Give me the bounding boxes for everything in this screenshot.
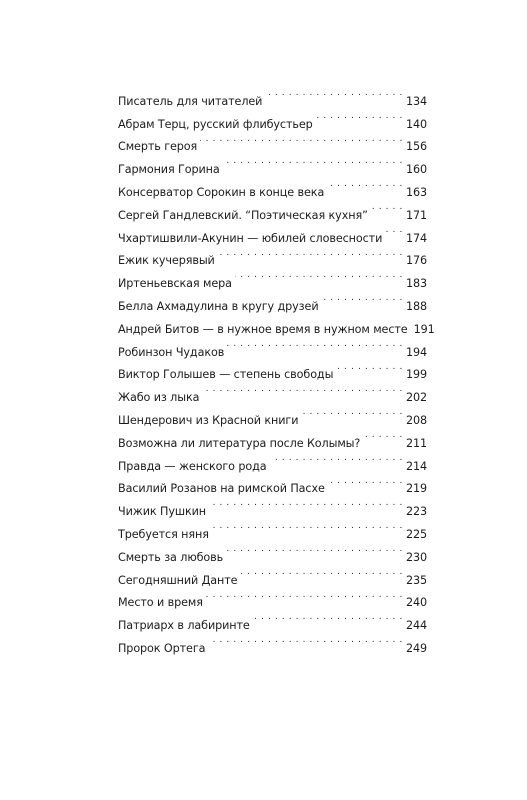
toc-dot-leader xyxy=(363,424,403,447)
toc-entry-title: Место и время xyxy=(118,596,203,610)
toc-page-number: 202 xyxy=(405,391,427,405)
toc-page-number: 156 xyxy=(405,140,427,154)
toc-entry-title: Иртеньевская мера xyxy=(118,277,232,291)
toc-entry-title: Сергей Гандлевский. “Поэтическая кухня” xyxy=(118,208,368,222)
toc-page-number: 140 xyxy=(405,117,427,131)
toc-page-number: 211 xyxy=(405,436,427,450)
toc-dot-leader xyxy=(202,378,403,401)
toc-entry-title: Возможна ли литература после Колымы? xyxy=(118,436,361,450)
toc-page-number: 191 xyxy=(413,322,435,336)
toc-dot-leader xyxy=(270,447,403,470)
toc-dot-leader xyxy=(327,173,403,196)
toc-dot-leader xyxy=(227,333,403,356)
toc-dot-leader xyxy=(200,128,403,151)
toc-dot-leader xyxy=(253,606,403,629)
toc-entry-title: Жабо из лыка xyxy=(118,391,200,405)
toc-entry-title: Писатель для читателей xyxy=(118,94,263,108)
table-of-contents xyxy=(118,82,435,655)
toc-entry-title: Виктор Голышев — степень свободы xyxy=(118,368,334,382)
toc-dot-leader xyxy=(265,82,403,105)
toc-page-number: 223 xyxy=(405,505,427,519)
toc-dot-leader xyxy=(226,538,403,561)
toc-page-number: 183 xyxy=(405,277,427,291)
toc-entry-title: Патриарх в лабиринте xyxy=(118,619,250,633)
toc-page-number: 194 xyxy=(405,345,427,359)
toc-page-number: 134 xyxy=(405,94,427,108)
toc-dot-leader xyxy=(212,515,403,538)
toc-dot-leader xyxy=(223,150,403,173)
toc-dot-leader xyxy=(209,492,403,515)
toc-dot-leader xyxy=(235,264,403,287)
toc-dot-leader xyxy=(328,470,403,493)
toc-page-number: 225 xyxy=(405,527,427,541)
toc-page-number: 176 xyxy=(405,254,427,268)
toc-dot-leader xyxy=(336,356,403,379)
toc-entry-title: Чижик Пушкин xyxy=(118,505,207,519)
toc-page-number: 199 xyxy=(405,368,427,382)
toc-page-number: 160 xyxy=(405,163,427,177)
toc-page-number: 214 xyxy=(405,459,427,473)
toc-entry-title: Ежик кучерявый xyxy=(118,254,215,268)
toc-page-number: 244 xyxy=(405,619,427,633)
toc-dot-leader xyxy=(385,219,403,242)
toc-entry-title: Белла Ахмадулина в кругу друзей xyxy=(118,299,319,313)
toc-dot-leader xyxy=(322,287,403,310)
toc-page-number: 208 xyxy=(405,413,427,427)
toc-entry-title: Чхартишвили-Акунин — юбилей словесности xyxy=(118,231,383,245)
toc-dot-leader xyxy=(206,584,403,607)
toc-dot-leader xyxy=(301,401,403,424)
toc-page-number: 188 xyxy=(405,299,427,313)
toc-entry-title: Консерватор Сорокин в конце века xyxy=(118,185,325,199)
toc-page-number: 235 xyxy=(405,573,427,587)
toc-entry xyxy=(118,82,427,108)
toc-page-number: 240 xyxy=(405,596,427,610)
toc-dot-leader xyxy=(316,105,403,128)
toc-dot-leader xyxy=(218,242,403,265)
toc-entry-title: Василий Розанов на римской Пасхе xyxy=(118,482,325,496)
toc-entry-title: Правда — женского рода xyxy=(118,459,267,473)
toc-entry-title: Пророк Ортега xyxy=(118,641,206,655)
toc-page-number: 230 xyxy=(405,550,427,564)
toc-dot-leader xyxy=(371,196,403,219)
toc-entry-title: Требуется няня xyxy=(118,527,209,541)
toc-entry-title: Сегодняшний Данте xyxy=(118,573,238,587)
toc-entry-title: Смерть за любовь xyxy=(118,550,224,564)
toc-entry-title: Гармония Горина xyxy=(118,163,220,177)
toc-page-number: 163 xyxy=(405,185,427,199)
toc-entry-title: Смерть героя xyxy=(118,140,198,154)
toc-page-number: 219 xyxy=(405,482,427,496)
toc-entry-title: Андрей Битов — в нужное время в нужном месте xyxy=(118,322,408,336)
toc-entry-title: Шендерович из Красной книги xyxy=(118,413,299,427)
toc-page-number: 174 xyxy=(405,231,427,245)
toc-dot-leader xyxy=(240,561,402,584)
toc-entry-title: Робинзон Чудаков xyxy=(118,345,225,359)
toc-entry-title: Абрам Терц, русский флибустьер xyxy=(118,117,313,131)
toc-page-number: 249 xyxy=(405,641,427,655)
toc-page-number: 171 xyxy=(405,208,427,222)
toc-dot-leader xyxy=(208,629,403,652)
